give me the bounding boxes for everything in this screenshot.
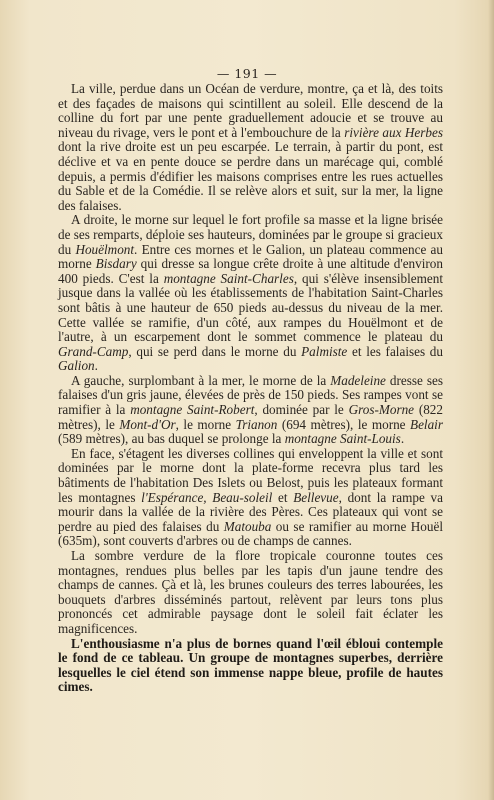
text-run: En face, s'étagent les diverses collines qui enveloppent la ville et sont dominées par le morne dont la plate-forme recevra plus tard les bâtiments de l'habitation Des Islets ou Belost, puis les plateaux formant les montagnes [58, 445, 443, 505]
italic-text: Madeleine [330, 372, 386, 388]
page-edge-shadow [488, 0, 494, 800]
text-run: , dont la rampe va mourir dans la vallée de la rivière des Pères. Ces plateaux qui vont se perdre au pied des falaises du [58, 489, 443, 534]
paragraph [58, 549, 443, 637]
paragraph [58, 447, 443, 549]
text-run: . [400, 431, 405, 447]
italic-text: Bisdary [95, 256, 137, 272]
text-run: La sombre verdure de la flore tropicale couronne toutes ces montagnes, rendues plus belles par les tapis d'un jaune tendre des champs de cannes. Çà et là, les brunes couleurs des terres labourées, les bouquets d'arbres disséminés partout, relèvent par leurs tons plus prononcés cet admirable paysage dont le soleil fait éclater les magnificences. [58, 548, 443, 636]
italic-text: Mont-d'Or [119, 416, 176, 432]
page-number: — 191 — [216, 66, 278, 81]
italic-text: l'Espérance, Beau-soleil [141, 489, 273, 505]
italic-text: rivière aux Herbes [344, 124, 443, 140]
italic-text: Bellevue [293, 489, 339, 505]
text-run: dresse ses falaises d'un gris jaune, élevées de près de 150 pieds. Ses rampes vont se ramifier à la [58, 372, 443, 418]
paragraph [58, 637, 443, 695]
text-run: et les falaises du [347, 343, 443, 359]
italic-text: Matouba [223, 518, 272, 534]
italic-text: Trianon [235, 416, 278, 432]
text-run: qui dresse sa longue crête droite à une altitude d'environ 400 pieds. C'est la [58, 256, 443, 286]
italic-text: montagne Saint-Louis [284, 431, 401, 447]
paragraph [58, 374, 443, 447]
text-run: , qui se perd dans le morne du [128, 343, 302, 359]
text-run: et [272, 489, 294, 505]
text-run: , le morne [175, 416, 236, 432]
italic-text: Palmiste [301, 343, 348, 359]
text-run: ou se ramifier au morne Houël (635m), sont couverts d'arbres ou de champs de cannes. [58, 518, 443, 549]
text-run: (694 mètres), le morne [277, 416, 411, 432]
italic-text: montagne Saint-Robert [130, 402, 255, 418]
italic-text: Gros-Morne [348, 402, 415, 418]
text-run: (589 mètres), au bas duquel se prolonge la [58, 431, 285, 447]
text-run: . Entre ces mornes et le Galion, un plateau commence au morne [58, 241, 443, 272]
text-run: L'enthousiasme n'a plus de bornes quand l'œil ébloui contemple le fond de ce tableau. Un groupe de montagnes superbes, derrière lesquelles le ciel étend son immense nappe bleue, profile de hautes cimes. [58, 635, 443, 695]
paragraph [58, 213, 443, 374]
italic-text: Belair [410, 416, 443, 432]
body-text [58, 82, 443, 695]
italic-text: Grand-Camp [58, 343, 129, 359]
text-run: A droite, le morne sur lequel le fort profile sa masse et la ligne brisée de ses remparts, déploie ses hauteurs, dominées par le groupe si gracieux du [58, 212, 443, 257]
italic-text: Galion [58, 358, 95, 374]
italic-text: Houëlmont [75, 241, 135, 257]
text-run: dont la rive droite est un peu escarpée. Le terrain, à partir du pont, est déclive et va en pente douce se perdre dans un marécage qui, comblé depuis, a permis d'édifier les maisons comprises entre les rues actuelles du Sable et de la Comédie. Il se relève alors et suit, sur la mer, la ligne des falaises. [58, 139, 443, 213]
italic-text: montagne Saint-Charles [163, 270, 294, 286]
paragraph [58, 82, 443, 213]
text-run: (822 mètres), le [58, 402, 443, 432]
text-run: , dominée par le [254, 402, 349, 418]
text-run: , qui s'élève insensiblement jusque dans la vallée où les établissements de l'habitation Saint-Charles sont bâtis à une hauteur de 650 pieds au-dessus du niveau de la mer. Cette vallée se ramifie, d'un côté, aux rampes du Houëlmont et de l'autre, à un escarpement dont le sommet commence le plateau du [58, 270, 443, 345]
text-run: . [94, 358, 98, 374]
text-run: A gauche, surplombant à la mer, le morne de la [71, 372, 331, 388]
text-run: La ville, perdue dans un Océan de verdure, montre, ça et là, des toits et des façades de maisons qui scintillent au soleil. Elle descend de la colline du fort par une pente graduellement adoucie et se trouve au niveau du rivage, vers le pont et à l'embouchure de la [58, 81, 443, 140]
